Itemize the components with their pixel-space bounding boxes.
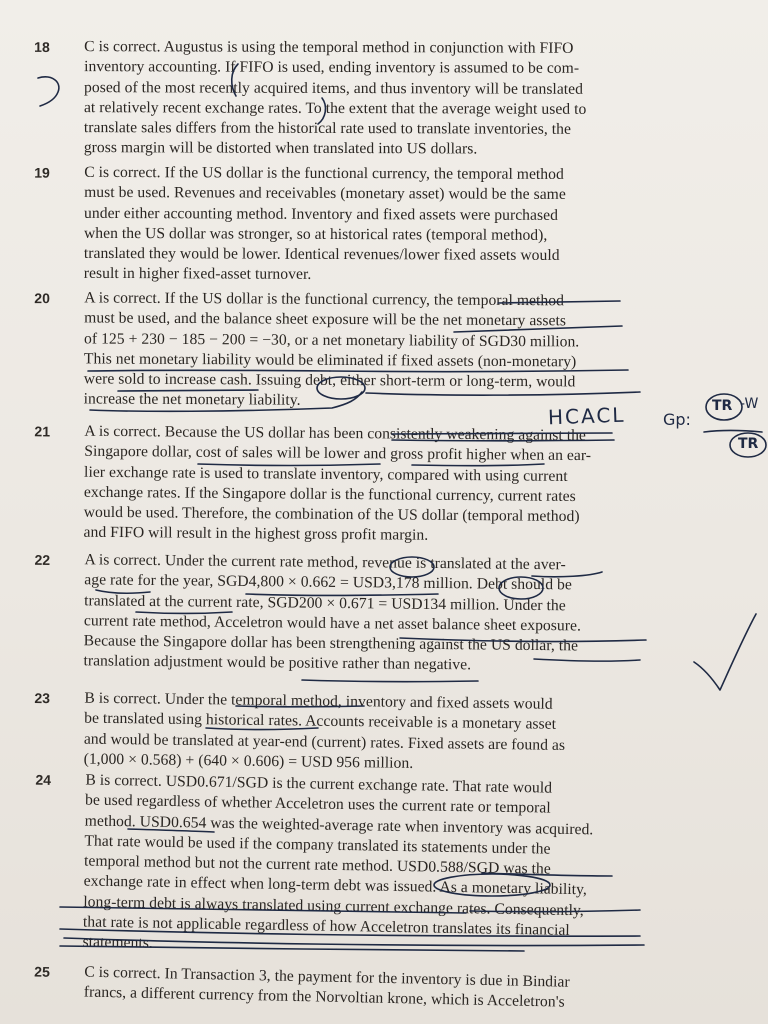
text-line: and FIFO will result in the highest gross profit margin. [83, 524, 429, 545]
handwritten-note: Gp: [663, 410, 691, 429]
text-line: were sold to increase cash. Issuing debt, either short-term or long-term, would [83, 370, 576, 391]
text-line: inventory accounting. If FIFO is used, ending inventory is assumed to be com- [84, 58, 580, 78]
answer-text [82, 770, 655, 963]
text-line: that rate is not applicable regardless of how Acceletron translates its financial [82, 913, 570, 940]
text-line: posed of the most recently acquired items, and thus inventory will be translated [84, 78, 584, 98]
handwritten-note: HCACL [547, 402, 626, 430]
handwritten-note: TR [712, 398, 733, 414]
answer-number: 19 [34, 164, 50, 181]
check-mark [694, 614, 756, 690]
text-line: result in higher fixed-asset turnover. [83, 265, 312, 284]
text-line: That rate would be used if the company translated its statements under the [84, 832, 551, 858]
text-line: increase the net monetary liability. [83, 390, 301, 410]
text-line: A is correct. Because the US dollar has been consistently weakening against the [84, 422, 587, 445]
text-line: C is correct. Augustus is using the temporal method in conjunction with FIFO [84, 38, 574, 57]
answer-22 [33, 550, 654, 678]
text-line: under either accounting method. Inventory and fixed assets were purchased [84, 204, 558, 224]
text-line: and would be translated at year-end (current) rates. Fixed assets are found as [83, 730, 566, 754]
text-line: be used regardless of whether Acceletron uses the current rate or temporal [84, 791, 551, 817]
fraction-bar-mark [704, 431, 762, 433]
answer-text [83, 422, 654, 549]
text-line: when the US dollar was stronger, so at historical rates (temporal method), [83, 224, 548, 244]
text-line: lier exchange rate is used to translate inventory, compared with using current [84, 463, 568, 485]
answer-20 [34, 288, 655, 414]
text-line: B is correct. Under the temporal method, inventory and fixed assets would [84, 689, 553, 713]
handwritten-note: TR [738, 436, 759, 452]
answer-number: 18 [34, 38, 50, 55]
text-line: statements. [82, 933, 154, 953]
answer-number: 21 [34, 423, 51, 440]
answer-text [83, 689, 654, 778]
text-line: long-term debt is always translated using current exchange rates. Consequently, [83, 893, 584, 919]
text-line: (1,000 × 0.568) + (640 × 0.606) = USD 956 million. [83, 750, 414, 772]
text-line: exchange rates. If the Singapore dollar is the functional currency, current rates [83, 483, 576, 505]
answer-text [84, 163, 655, 287]
text-line: method. USD0.654 was the weighted-average rate when inventory was acquired. [84, 812, 594, 838]
underline-mark [302, 680, 478, 682]
text-line: Because the Singapore dollar has been strengthening against the US dollar, the [83, 632, 579, 655]
text-line: B is correct. USD0.671/SGD is the current exchange rate. That rate would [85, 771, 553, 797]
answer-18 [34, 37, 654, 161]
answer-number: 23 [34, 689, 51, 707]
text-line: must be used, and the balance sheet exposure will be the net monetary assets [84, 309, 567, 330]
text-line: age rate for the year, SGD4,800 × 0.662 = USD3,178 million. Debt should be [84, 571, 572, 594]
text-line: exchange rate in effect when long-term debt was issued. As a monetary liability, [83, 872, 588, 899]
text-line: This net monetary liability would be eliminated if fixed assets (non-monetary) [83, 350, 577, 371]
text-line: at relatively recent exchange rates. To the extent that the average weight used to [83, 98, 587, 118]
answer-text [84, 37, 654, 161]
text-line: C is correct. In Transaction 3, the payment for the inventory is due in Bindiar [84, 963, 570, 991]
text-line: gross margin will be distorted when translated into US dollars. [83, 139, 478, 158]
answer-text [84, 288, 655, 413]
text-line: A is correct. If the US dollar is the functional currency, the temporal method [84, 289, 565, 310]
answer-number: 24 [35, 771, 52, 788]
text-line: francs, a different currency from the Norvoltian krone, which is Acceletron's [83, 983, 565, 1011]
text-line: temporal method but not the current rate method. USD0.588/SGD was the [83, 852, 551, 878]
answer-24 [32, 770, 655, 963]
text-line: Singapore dollar, cost of sales will be lower and gross profit higher when an ear- [84, 443, 592, 465]
answer-text [83, 550, 654, 678]
answer-21 [33, 421, 654, 548]
text-line: translated they would be lower. Identical revenues/lower fixed assets would [83, 245, 560, 265]
text-line: A is correct. Under the current rate method, revenue is translated at the aver- [84, 551, 566, 574]
answer-number: 25 [34, 963, 51, 980]
text-line: translate sales differs from the historical rate used to translate inventories, the [83, 119, 572, 138]
text-line: must be used. Revenues and receivables (monetary asset) would be the same [84, 184, 566, 204]
text-line: C is correct. If the US dollar is the functional currency, the temporal method [84, 163, 564, 183]
text-line: of 125 + 230 − 185 − 200 = −30, or a net monetary liability of SGD30 million. [84, 330, 580, 351]
text-line: would be used. Therefore, the combination of the US dollar (temporal method) [83, 503, 580, 526]
text-line: be translated using historical rates. Accounts receivable is a monetary asset [84, 709, 557, 734]
handwritten-note: -W [740, 396, 759, 412]
text-line: translated at the current rate, SGD200 × 0.671 = USD134 million. Under the [84, 591, 566, 614]
answer-25 [34, 962, 655, 1016]
answer-number: 22 [34, 551, 51, 568]
answer-text [84, 963, 655, 1016]
text-line: translation adjustment would be positive rather than negative. [83, 652, 472, 674]
answer-23 [33, 688, 654, 777]
text-line: current rate method, Acceletron would have a net asset balance sheet exposure. [83, 612, 582, 635]
answer-19 [34, 163, 655, 287]
answer-number: 20 [34, 290, 50, 307]
